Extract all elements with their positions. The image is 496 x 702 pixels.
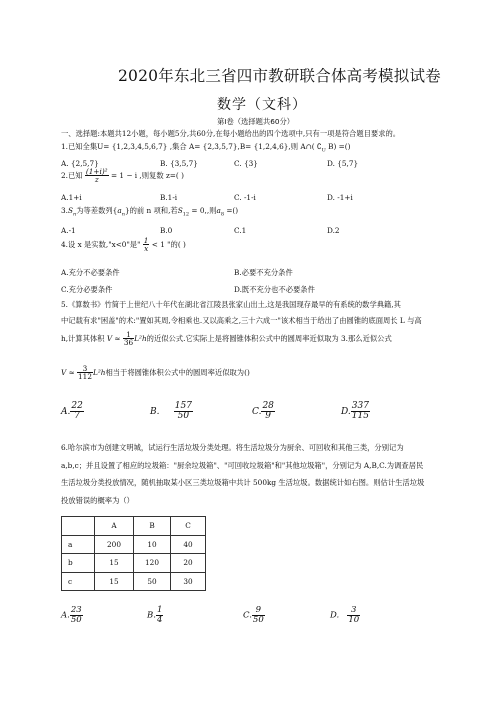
q5-numerator-2: 3	[77, 365, 93, 373]
q4-denominator: x	[144, 244, 149, 254]
q5-denominator-1: 36	[123, 338, 134, 348]
q6-option-a-fraction	[70, 606, 83, 624]
q2-option-a: A.1+i	[61, 193, 82, 202]
q6-option-a-den: 50	[70, 614, 82, 625]
q6-option-d-label: D.	[330, 610, 340, 621]
q6-option-b	[147, 606, 163, 624]
q5-option-c-fraction	[261, 402, 274, 421]
q4-part: 4.设 x 是实数,"x<0"是"	[61, 239, 141, 249]
q3-a8: a	[216, 206, 221, 215]
q3-S12: S	[177, 206, 183, 215]
q5-text: 的近似公式.它实际上是将圆锥体积公式中的圆周率近似取为 3.那么近似公式	[146, 333, 392, 343]
question-1	[61, 143, 350, 153]
q4-option-b: B.必要不充分条件	[234, 268, 293, 277]
waste-data-table	[61, 516, 206, 591]
q5-line-4	[61, 365, 250, 381]
q1-option-a: A. {2,5,7}	[61, 159, 99, 168]
q5-option-a-num: 22	[71, 401, 83, 411]
q6-option-a	[61, 606, 83, 624]
q3-option-a: A.-1	[61, 226, 76, 235]
q3-part: =()	[224, 206, 239, 215]
q5-option-d-den: 115	[351, 411, 369, 421]
q3-sub-8: 8	[220, 211, 224, 218]
table-cell: c	[62, 572, 95, 591]
q6-option-b-den: 4	[156, 614, 163, 625]
q1-stem-end: B) =()	[325, 142, 351, 151]
q5-option-b	[150, 402, 193, 421]
q3-part: }的前 n 项和,若	[124, 206, 178, 215]
q2-option-c: C. -1-i	[234, 193, 256, 202]
q5-text: 相当于将圆锥体积公式中的圆周率近似取为()	[105, 367, 250, 377]
q6-option-a-label: A.	[61, 610, 70, 621]
table-cell: 30	[171, 572, 206, 591]
q3-sub-n: n	[121, 211, 125, 218]
q5-numerator-1: 1	[123, 331, 134, 339]
q6-option-b-fraction	[156, 606, 163, 624]
question-3	[61, 207, 238, 217]
q2-fraction	[85, 168, 109, 184]
q5-option-a-fraction	[70, 402, 83, 421]
table-row	[62, 554, 206, 573]
q5-v: V ≈	[61, 367, 75, 377]
table-cell: 20	[171, 554, 206, 573]
question-4	[61, 237, 186, 253]
q5-option-a	[61, 402, 84, 421]
table-cell: 120	[134, 554, 171, 573]
q5-option-b-den: 50	[177, 411, 190, 421]
q5-option-a-den: 7	[74, 411, 80, 421]
q4-option-a: A.充分不必要条件	[61, 268, 120, 277]
q3-option-d: D.2	[327, 226, 340, 235]
q2-option-b: B.1-i	[160, 193, 178, 202]
q5-option-b-label: B.	[150, 407, 160, 417]
q5-line-2: 中记载有求"困盖"的术:"置如其周,令相乘也.又以高乘之,三十六成一"该术相当于给出了由圆锥的底面周长 L 与高	[61, 316, 422, 325]
q3-part: = 0,,则	[189, 206, 217, 215]
q2-option-d: D. -1+i	[327, 193, 353, 202]
table-header-cell: B	[134, 517, 171, 536]
q4-option-d: D.既不充分也不必要条件	[234, 285, 315, 294]
instructions: 一、选择题:本题共12小题，每小题5分,共60分,在每小题给出的四个选项中,只有一项是符合题目要求的。	[61, 129, 401, 138]
q5-fraction-1	[123, 331, 134, 347]
q6-line-1: 6.哈尔滨市为创建文明城，试运行生活垃圾分类处理。将生活垃圾分为厨余、可回收和其他三类，分别记为	[61, 443, 404, 452]
q3-sub-n: n	[72, 211, 77, 218]
q5-v: V ≈	[106, 333, 121, 343]
q6-option-a-num: 23	[70, 605, 82, 615]
table-cell: 15	[95, 572, 134, 591]
q6-option-c-fraction	[252, 606, 265, 624]
q3-part: 为等差数列{	[76, 206, 118, 215]
q6-option-d	[330, 606, 360, 624]
table-header-cell	[62, 517, 95, 536]
table-cell: 40	[171, 535, 206, 554]
q5-option-c-den: 9	[265, 411, 272, 421]
q6-line-2: a,b,c；并且设置了相应的垃圾箱："厨余垃圾箱"、"可回收垃圾箱"和"其他垃圾箱"，分别记为 A,B,C.为调查居民	[61, 461, 424, 470]
q3-a: a	[117, 206, 122, 215]
q6-option-c-den: 50	[252, 614, 264, 625]
q6-option-b-num: 1	[156, 605, 163, 615]
q3-sub-12: 12	[182, 211, 190, 218]
table-cell: 50	[134, 572, 171, 591]
q5-line-1: 5.《算数书》竹简于上世纪八十年代在湖北省江陵县张家山出土,这是我国现存最早的有系统的数学典籍,其	[61, 300, 401, 309]
q6-line-3: 生活垃圾分类投放情况，随机抽取某小区三类垃圾箱中共计 500kg 生活垃圾。数据统计如右图。则估计生活垃圾	[61, 478, 425, 487]
q6-option-c	[243, 606, 265, 624]
q5-denominator-2: 112	[78, 372, 92, 382]
q1-sub: U	[321, 147, 326, 154]
q5-option-d-num: 337	[351, 401, 369, 411]
q5-option-b-fraction	[174, 402, 193, 421]
q1-stem: 1.已知全集U= {1,2,3,4,5,6,7} ,集合 A= {2,3,5,7},B= {1,2,4,6},则 A∩( ∁	[61, 142, 322, 151]
q5-option-d	[341, 402, 370, 421]
q6-option-d-den: 10	[348, 614, 360, 625]
q1-option-c: C. {3}	[234, 159, 258, 168]
q2-rest: = 1 − i ,则复数 z=( )	[110, 170, 184, 180]
q4-part: < 1 "的( )	[151, 239, 186, 249]
q6-option-c-num: 9	[252, 606, 265, 616]
q1-option-b: B. {3,5,7}	[160, 159, 198, 168]
q5-fraction-2	[77, 365, 93, 381]
question-2	[61, 168, 184, 184]
q3-option-b: B.0	[160, 226, 173, 235]
q5-option-d-label: D.	[341, 407, 351, 417]
q4-option-c: C.充分必要条件	[61, 285, 113, 294]
q2-prefix: 2.已知	[61, 170, 83, 180]
q6-option-d-fraction	[347, 606, 360, 624]
q4-fraction	[143, 237, 150, 253]
q5-option-c-label: C.	[252, 407, 262, 417]
q6-line-4: 投放错误的概率为（）	[61, 496, 134, 505]
table-cell: 200	[95, 535, 134, 554]
q5-option-a-label: A.	[61, 407, 71, 417]
table-cell: a	[62, 535, 95, 554]
table-header-cell: A	[95, 517, 134, 536]
q5-option-b-num: 157	[174, 401, 192, 411]
q2-denominator: z	[94, 175, 99, 185]
q5-line-3	[61, 331, 392, 347]
table-cell: 15	[95, 554, 134, 573]
q6-option-b-label: B.	[147, 610, 156, 621]
table-cell: 10	[134, 535, 171, 554]
q2-numerator: (1+i)²	[85, 167, 108, 176]
q5-option-c	[252, 402, 275, 421]
page-title: 2020年东北三省四市教研联合体高考模拟试卷	[118, 67, 441, 85]
q5-option-d-fraction	[351, 402, 370, 421]
q5-text: h,计算其体积	[61, 333, 105, 343]
q5-option-c-num: 28	[262, 401, 274, 411]
page-subtitle: 数学（文科）	[217, 97, 307, 113]
table-row	[62, 572, 206, 591]
q6-option-c-label: C.	[243, 610, 252, 621]
q3-part: 3.	[61, 206, 68, 215]
q3-S: S	[67, 206, 73, 215]
q5-formula: L²h	[134, 333, 147, 343]
q1-option-d: D. {5,7}	[327, 159, 359, 168]
table-header-cell: C	[171, 517, 206, 536]
table-header-row	[62, 517, 206, 536]
q3-option-c: C.1	[234, 226, 247, 235]
q4-numerator: 1	[143, 236, 149, 245]
table-row	[62, 535, 206, 554]
section-heading: 第Ⅰ卷（选择题共60分）	[217, 117, 295, 126]
q6-option-d-num: 3	[347, 606, 360, 616]
table-cell: b	[62, 554, 95, 573]
q5-formula: L²h	[92, 367, 106, 377]
